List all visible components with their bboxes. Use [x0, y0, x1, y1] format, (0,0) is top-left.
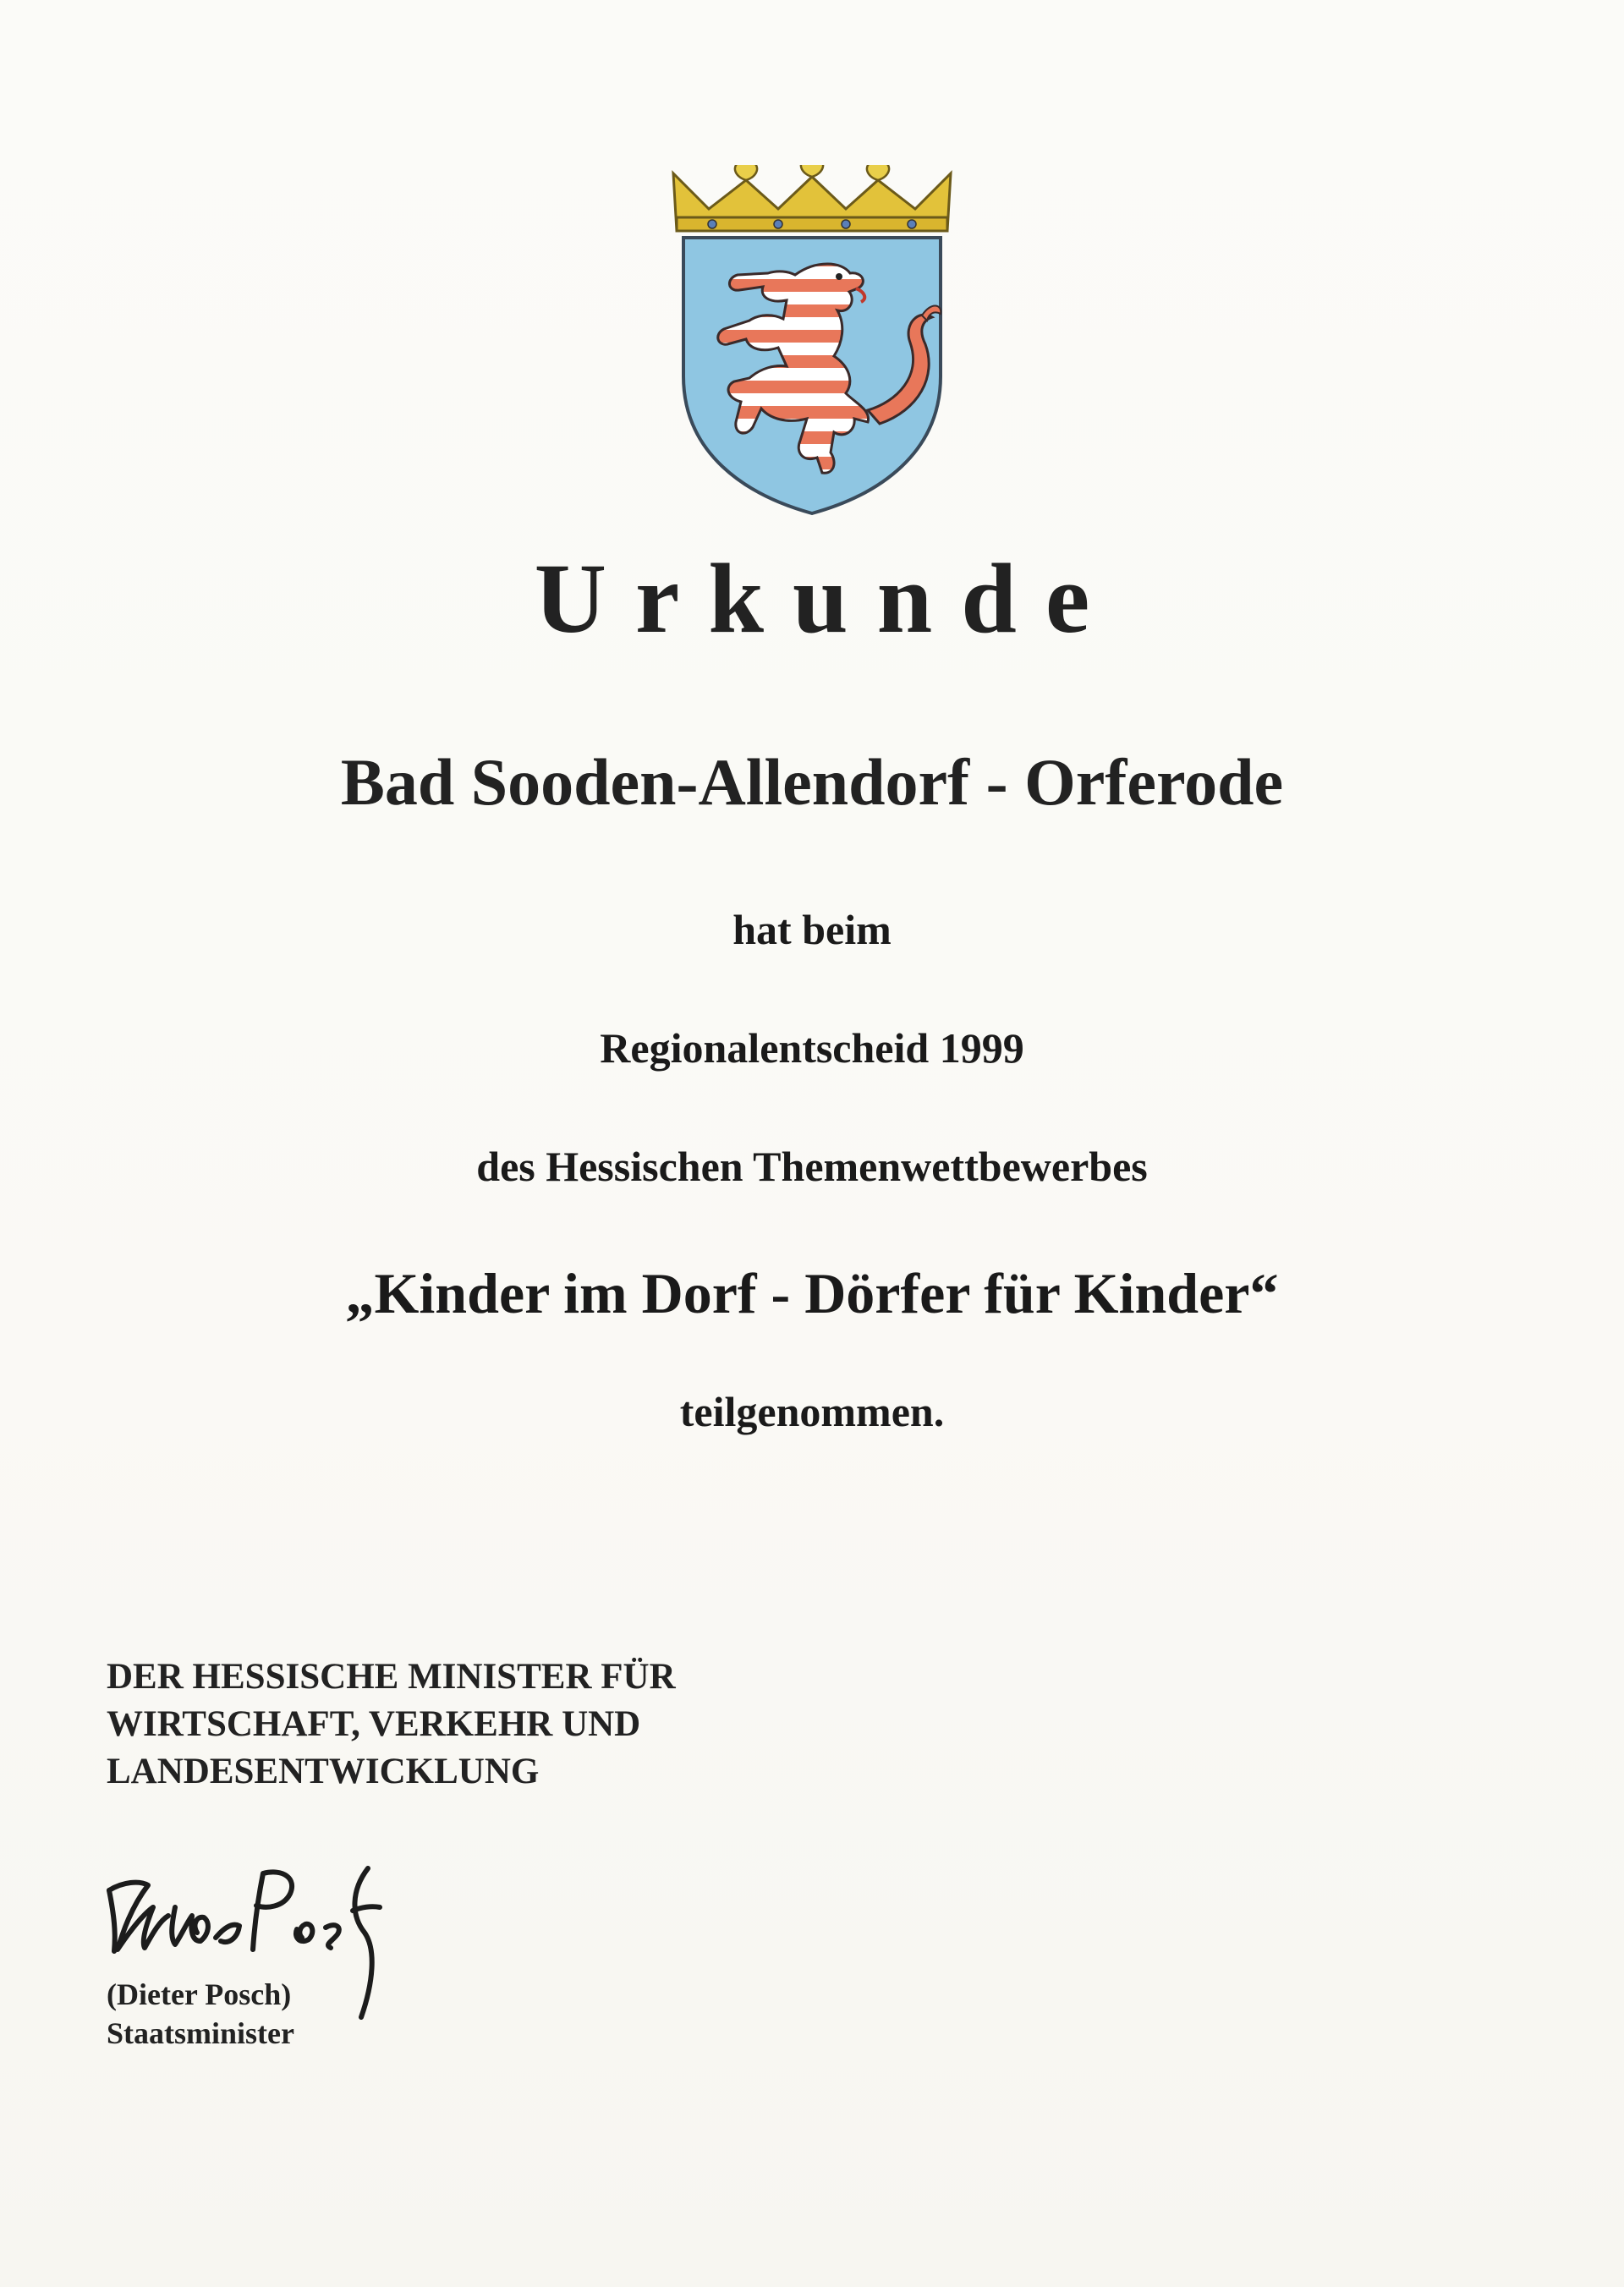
crown-icon	[673, 165, 951, 231]
competition-motto: „Kinder im Dorf - Dörfer für Kinder“	[345, 1261, 1279, 1325]
body-line-3: des Hessischen Themenwettbewerbes	[476, 1143, 1148, 1190]
certificate-title: Urkunde	[534, 543, 1119, 654]
signer-block	[107, 1975, 294, 2053]
authority-line: WIRTSCHAFT, VERKEHR UND	[107, 1704, 641, 1744]
signer-name: (Dieter Posch)	[107, 1977, 292, 2011]
issuing-authority	[107, 1654, 676, 1796]
body-line-4: teilgenommen.	[679, 1388, 945, 1435]
recipient-name: Bad Sooden-Allendorf - Orferode	[340, 745, 1284, 819]
body-line-1: hat beim	[732, 906, 892, 953]
authority-line: DER HESSISCHE MINISTER FÜR	[107, 1657, 676, 1697]
body-line-2: Regionalentscheid 1999	[600, 1024, 1024, 1072]
signer-role: Staatsminister	[107, 2016, 294, 2050]
authority-line: LANDESENTWICKLUNG	[107, 1752, 540, 1791]
hesse-coat-of-arms-icon	[668, 165, 956, 520]
